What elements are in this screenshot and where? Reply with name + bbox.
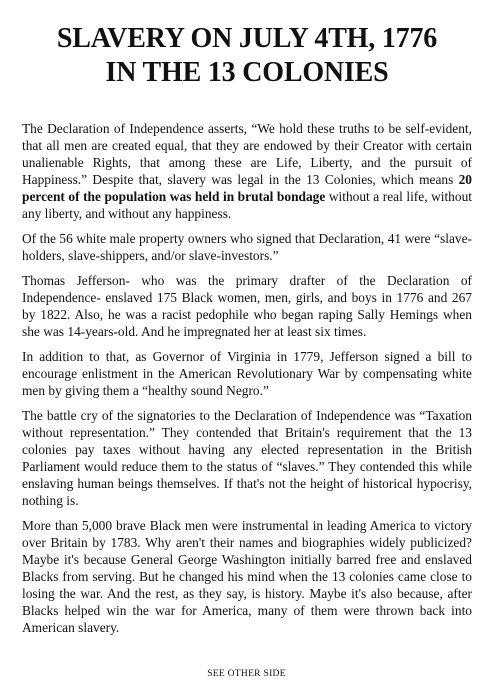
page-title (22, 0, 472, 90)
paragraph-jefferson: Thomas Jefferson- who was the primary drafter of the Declaration of Independence- enslaved 175 Black women, men, girls, and boys in 1776 and 267 by 1822. Also, he was a racist pedophile who began raping Sally Hemings when she was 14-years-old. And he impregnated her at least six times. (22, 273, 472, 339)
article-body (22, 120, 472, 636)
paragraph-black-soldiers: More than 5,000 brave Black men were instrumental in leading America to victory over Britain by 1783. Why aren't their names and biographies widely publicized? Maybe it's because General George Washington initially barred free and enslaved Blacks from serving. But he changed his mind when the 13 colonies came close to losing the war. And the rest, as they say, is history. Maybe it's also because, after Blacks helped win the war for America, many of them were thrown back into American slavery. (22, 518, 472, 635)
title-line-1: SLAVERY ON JULY 4TH, 1776 (56, 23, 438, 54)
paragraph-declaration (22, 120, 472, 222)
paragraph-taxation: The battle cry of the signatories to the Declaration of Independence was “Taxation without representation.” They contended that Britain's requirement that the 13 colonies pay taxes without having any elected representation in the British Parliament would reduce them to the status of “slaves.” They contended this while enslaving human beings themselves. If that's not the height of historical hypocrisy, nothing is. (22, 408, 472, 508)
paragraph-signers: Of the 56 white male property owners who signed that Declaration, 41 were “slave-holders, slave-shippers, and/or slave-investors.” (22, 231, 472, 263)
paragraph-text: The Declaration of Independence asserts, “We hold these truths to be self-evident, that all men are created equal, that they are endowed by their Creator with certain unalienable Rights, that among these are Life, Liberty, and the pursuit of Happiness.” Despite that, slavery was legal in the 13 Colonies, which means (22, 121, 472, 187)
paragraph-text: without a real life, without any liberty, and without any happiness. (22, 189, 472, 221)
bold-statistic: 20 percent of the population was held in brutal bondage (22, 172, 472, 204)
see-other-side-note: SEE OTHER SIDE (207, 669, 286, 679)
paragraph-virginia-bill: In addition to that, as Governor of Virginia in 1779, Jefferson signed a bill to encourage enlistment in the American Revolutionary War by compensating white men by giving them a “healthy sound Negro.” (22, 349, 472, 398)
title-line-2: IN THE 13 COLONIES (105, 57, 389, 88)
